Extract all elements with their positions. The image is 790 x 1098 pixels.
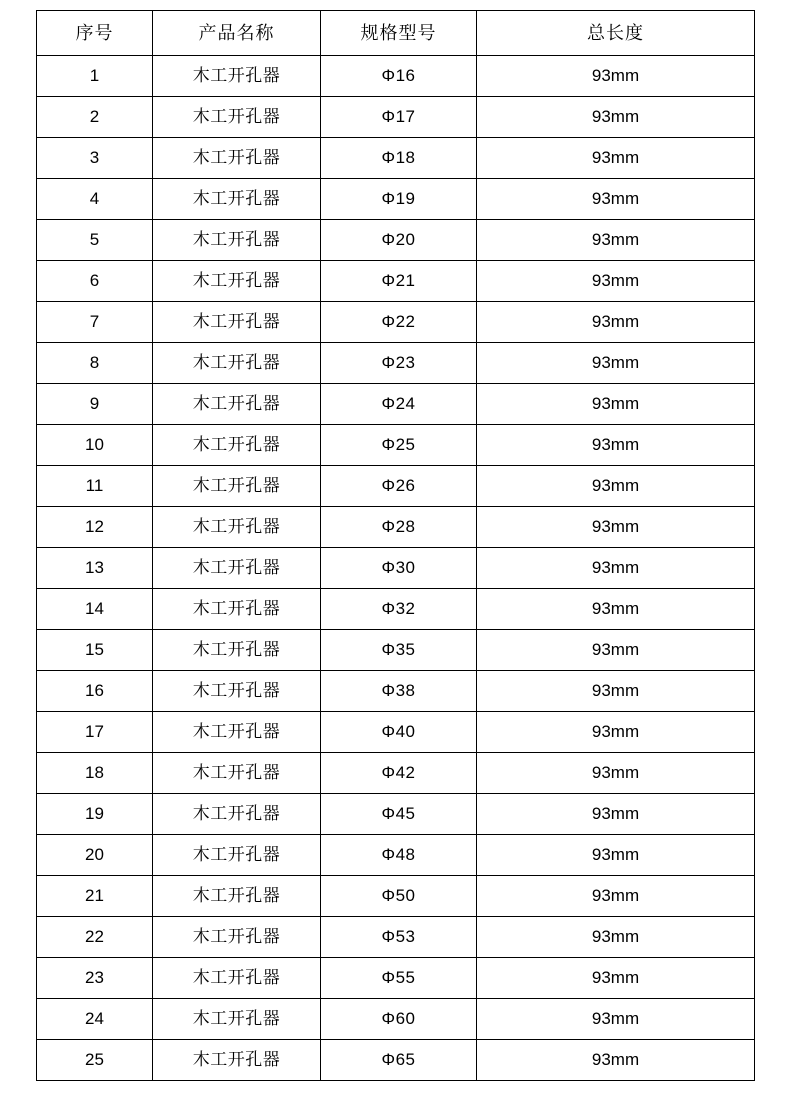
cell-index: 22 [37,917,153,958]
cell-model-spec: Φ16 [321,56,477,97]
cell-product-name: 木工开孔器 [153,835,321,876]
cell-index: 3 [37,138,153,179]
table-row [37,876,755,917]
cell-model-spec: Φ32 [321,589,477,630]
cell-index: 19 [37,794,153,835]
cell-product-name: 木工开孔器 [153,179,321,220]
table-row [37,671,755,712]
cell-total-length: 93mm [477,343,755,384]
cell-model-spec: Φ60 [321,999,477,1040]
table-row [37,261,755,302]
table-header [37,11,755,56]
cell-model-spec: Φ30 [321,548,477,589]
cell-model-spec: Φ42 [321,753,477,794]
cell-total-length: 93mm [477,261,755,302]
table-header-row [37,11,755,56]
cell-product-name: 木工开孔器 [153,589,321,630]
cell-index: 1 [37,56,153,97]
cell-model-spec: Φ35 [321,630,477,671]
cell-index: 12 [37,507,153,548]
cell-index: 4 [37,179,153,220]
cell-model-spec: Φ38 [321,671,477,712]
cell-model-spec: Φ20 [321,220,477,261]
table-row [37,794,755,835]
table-row [37,220,755,261]
table-row [37,712,755,753]
table-body [37,56,755,1081]
cell-model-spec: Φ18 [321,138,477,179]
cell-model-spec: Φ50 [321,876,477,917]
cell-total-length: 93mm [477,466,755,507]
cell-total-length: 93mm [477,917,755,958]
cell-index: 7 [37,302,153,343]
cell-product-name: 木工开孔器 [153,507,321,548]
cell-index: 18 [37,753,153,794]
cell-total-length: 93mm [477,753,755,794]
cell-model-spec: Φ53 [321,917,477,958]
table-row [37,302,755,343]
cell-model-spec: Φ21 [321,261,477,302]
table-row [37,589,755,630]
column-header-product-name: 产品名称 [153,11,321,56]
cell-product-name: 木工开孔器 [153,876,321,917]
cell-total-length: 93mm [477,589,755,630]
table-row [37,753,755,794]
cell-product-name: 木工开孔器 [153,917,321,958]
cell-model-spec: Φ40 [321,712,477,753]
cell-total-length: 93mm [477,302,755,343]
table-row [37,343,755,384]
cell-index: 10 [37,425,153,466]
cell-total-length: 93mm [477,876,755,917]
table-row [37,384,755,425]
cell-product-name: 木工开孔器 [153,548,321,589]
cell-total-length: 93mm [477,138,755,179]
cell-total-length: 93mm [477,220,755,261]
cell-model-spec: Φ23 [321,343,477,384]
table-row [37,999,755,1040]
column-header-model-spec: 规格型号 [321,11,477,56]
cell-index: 8 [37,343,153,384]
cell-model-spec: Φ45 [321,794,477,835]
cell-total-length: 93mm [477,835,755,876]
column-header-total-length: 总长度 [477,11,755,56]
cell-model-spec: Φ65 [321,1040,477,1081]
cell-index: 15 [37,630,153,671]
cell-total-length: 93mm [477,97,755,138]
cell-total-length: 93mm [477,671,755,712]
cell-model-spec: Φ17 [321,97,477,138]
cell-index: 20 [37,835,153,876]
cell-total-length: 93mm [477,630,755,671]
cell-index: 23 [37,958,153,999]
cell-total-length: 93mm [477,1040,755,1081]
cell-index: 2 [37,97,153,138]
cell-product-name: 木工开孔器 [153,466,321,507]
cell-product-name: 木工开孔器 [153,343,321,384]
table-row [37,630,755,671]
cell-product-name: 木工开孔器 [153,261,321,302]
cell-product-name: 木工开孔器 [153,220,321,261]
cell-index: 11 [37,466,153,507]
cell-total-length: 93mm [477,548,755,589]
cell-total-length: 93mm [477,507,755,548]
table-row [37,56,755,97]
table-row [37,835,755,876]
table-row [37,97,755,138]
table-row [37,179,755,220]
cell-model-spec: Φ25 [321,425,477,466]
product-spec-table [36,10,755,1081]
cell-index: 25 [37,1040,153,1081]
cell-model-spec: Φ28 [321,507,477,548]
cell-product-name: 木工开孔器 [153,138,321,179]
cell-total-length: 93mm [477,794,755,835]
cell-index: 6 [37,261,153,302]
cell-index: 17 [37,712,153,753]
cell-index: 13 [37,548,153,589]
cell-product-name: 木工开孔器 [153,1040,321,1081]
cell-index: 5 [37,220,153,261]
cell-product-name: 木工开孔器 [153,56,321,97]
cell-product-name: 木工开孔器 [153,384,321,425]
cell-index: 14 [37,589,153,630]
cell-model-spec: Φ48 [321,835,477,876]
table-row [37,425,755,466]
cell-model-spec: Φ26 [321,466,477,507]
cell-index: 24 [37,999,153,1040]
table-row [37,507,755,548]
cell-total-length: 93mm [477,56,755,97]
cell-total-length: 93mm [477,179,755,220]
cell-total-length: 93mm [477,958,755,999]
cell-product-name: 木工开孔器 [153,794,321,835]
table-row [37,466,755,507]
cell-product-name: 木工开孔器 [153,302,321,343]
cell-model-spec: Φ24 [321,384,477,425]
cell-total-length: 93mm [477,712,755,753]
table-row [37,138,755,179]
cell-product-name: 木工开孔器 [153,712,321,753]
cell-product-name: 木工开孔器 [153,999,321,1040]
cell-product-name: 木工开孔器 [153,425,321,466]
table-row [37,958,755,999]
cell-model-spec: Φ55 [321,958,477,999]
cell-product-name: 木工开孔器 [153,97,321,138]
cell-total-length: 93mm [477,384,755,425]
cell-product-name: 木工开孔器 [153,630,321,671]
table-row [37,548,755,589]
cell-model-spec: Φ22 [321,302,477,343]
cell-total-length: 93mm [477,425,755,466]
cell-product-name: 木工开孔器 [153,753,321,794]
cell-product-name: 木工开孔器 [153,671,321,712]
cell-index: 16 [37,671,153,712]
table-row [37,1040,755,1081]
cell-index: 9 [37,384,153,425]
column-header-index: 序号 [37,11,153,56]
table-row [37,917,755,958]
cell-total-length: 93mm [477,999,755,1040]
cell-product-name: 木工开孔器 [153,958,321,999]
cell-model-spec: Φ19 [321,179,477,220]
cell-index: 21 [37,876,153,917]
